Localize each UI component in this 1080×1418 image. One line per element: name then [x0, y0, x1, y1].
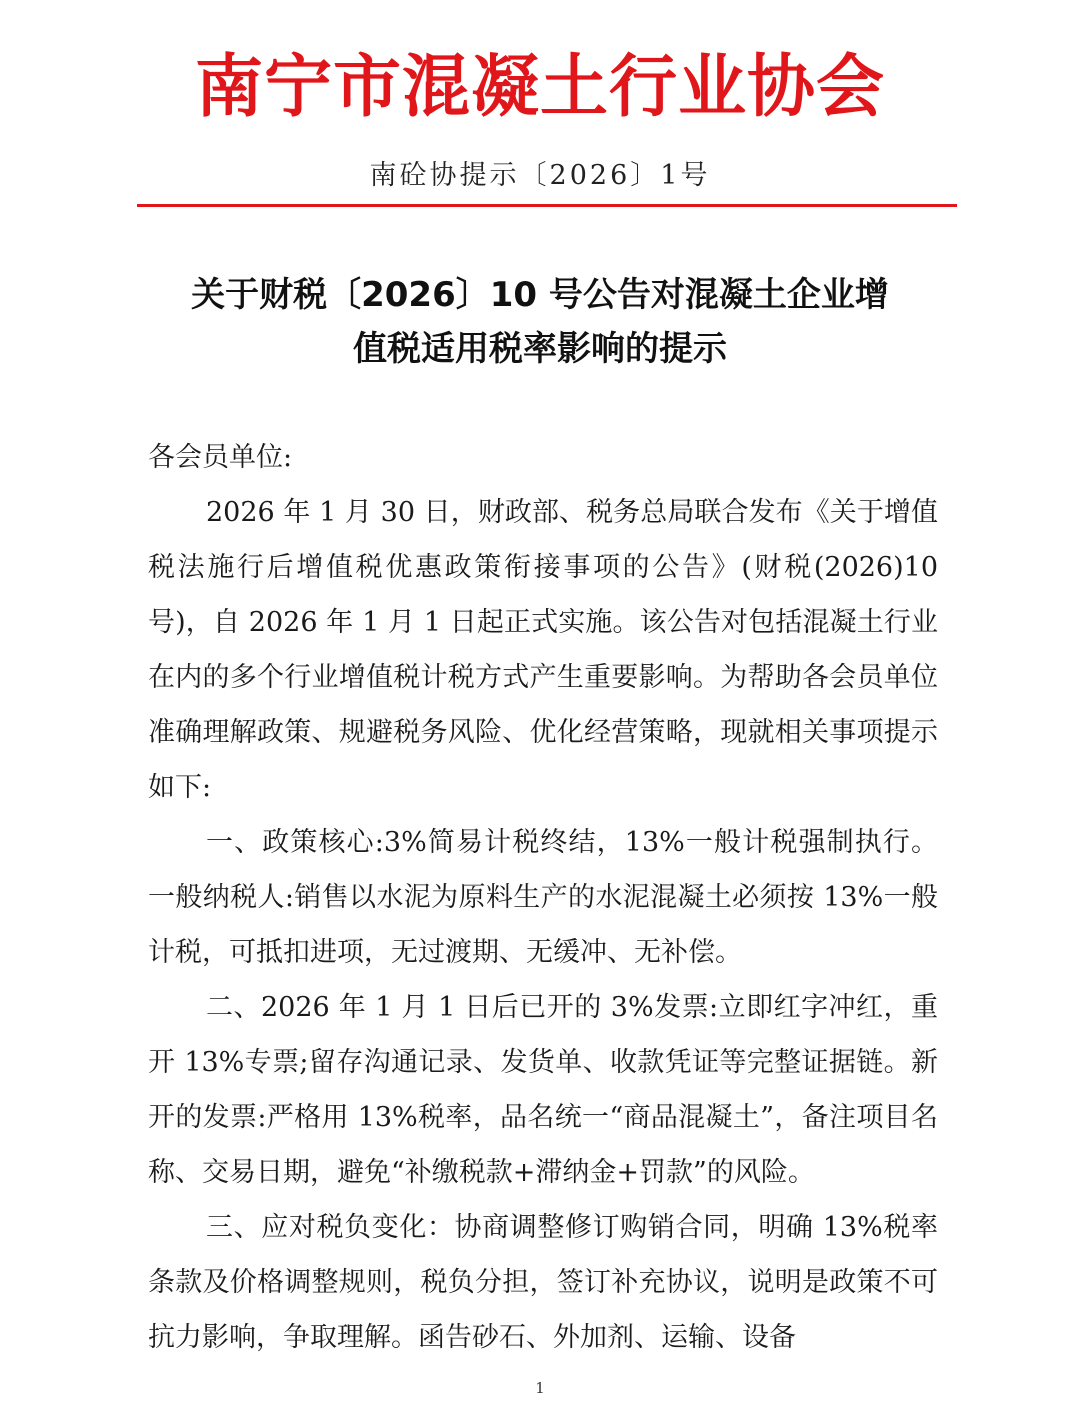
document-title-line-1: 关于财税〔2026〕10 号公告对混凝土企业增 — [191, 275, 889, 315]
document-body — [148, 430, 938, 1365]
paragraph-intro: 2026 年 1 月 30 日，财政部、税务总局联合发布《关于增值税法施行后增值税优惠政策衔接事项的公告》(财税(2026)10号)，自 2026 年 1 月 1 日起正式实施。该公告对包括混凝土行业在内的多个行业增值税计税方式产生重要影响。为帮助各会员单位准确理解政策、规避税务风险、优化经营策略，现就相关事项提示如下: — [148, 497, 938, 803]
page-number: 1 — [535, 1379, 545, 1397]
red-header-rule — [137, 204, 957, 207]
document-number: 南砼协提示〔2026〕1号 — [369, 160, 711, 191]
document-title-line-2: 值税适用税率影响的提示 — [353, 329, 727, 369]
paragraph-section-1: 一、政策核心:3%简易计税终结，13%一般计税强制执行。一般纳税人:销售以水泥为原料生产的水泥混凝土必须按 13%一般计税，可抵扣进项，无过渡期、无缓冲、无补偿。 — [148, 827, 938, 968]
organization-name: 南宁市混凝土行业协会 — [194, 48, 885, 127]
paragraph-section-3: 三、应对税负变化：协商调整修订购销合同，明确 13%税率条款及价格调整规则，税负分担，签订补充协议，说明是政策不可抗力影响，争取理解。函告砂石、外加剂、运输、设备 — [148, 1212, 938, 1353]
salutation: 各会员单位: — [148, 442, 293, 473]
document-title — [120, 268, 960, 376]
paragraph-section-2: 二、2026 年 1 月 1 日后已开的 3%发票:立即红字冲红，重开 13%专票;留存沟通记录、发货单、收款凭证等完整证据链。新开的发票:严格用 13%税率，品名统一“商品混凝土”，备注项目名称、交易日期，避免“补缴税款+滞纳金+罚款”的风险。 — [148, 992, 938, 1188]
